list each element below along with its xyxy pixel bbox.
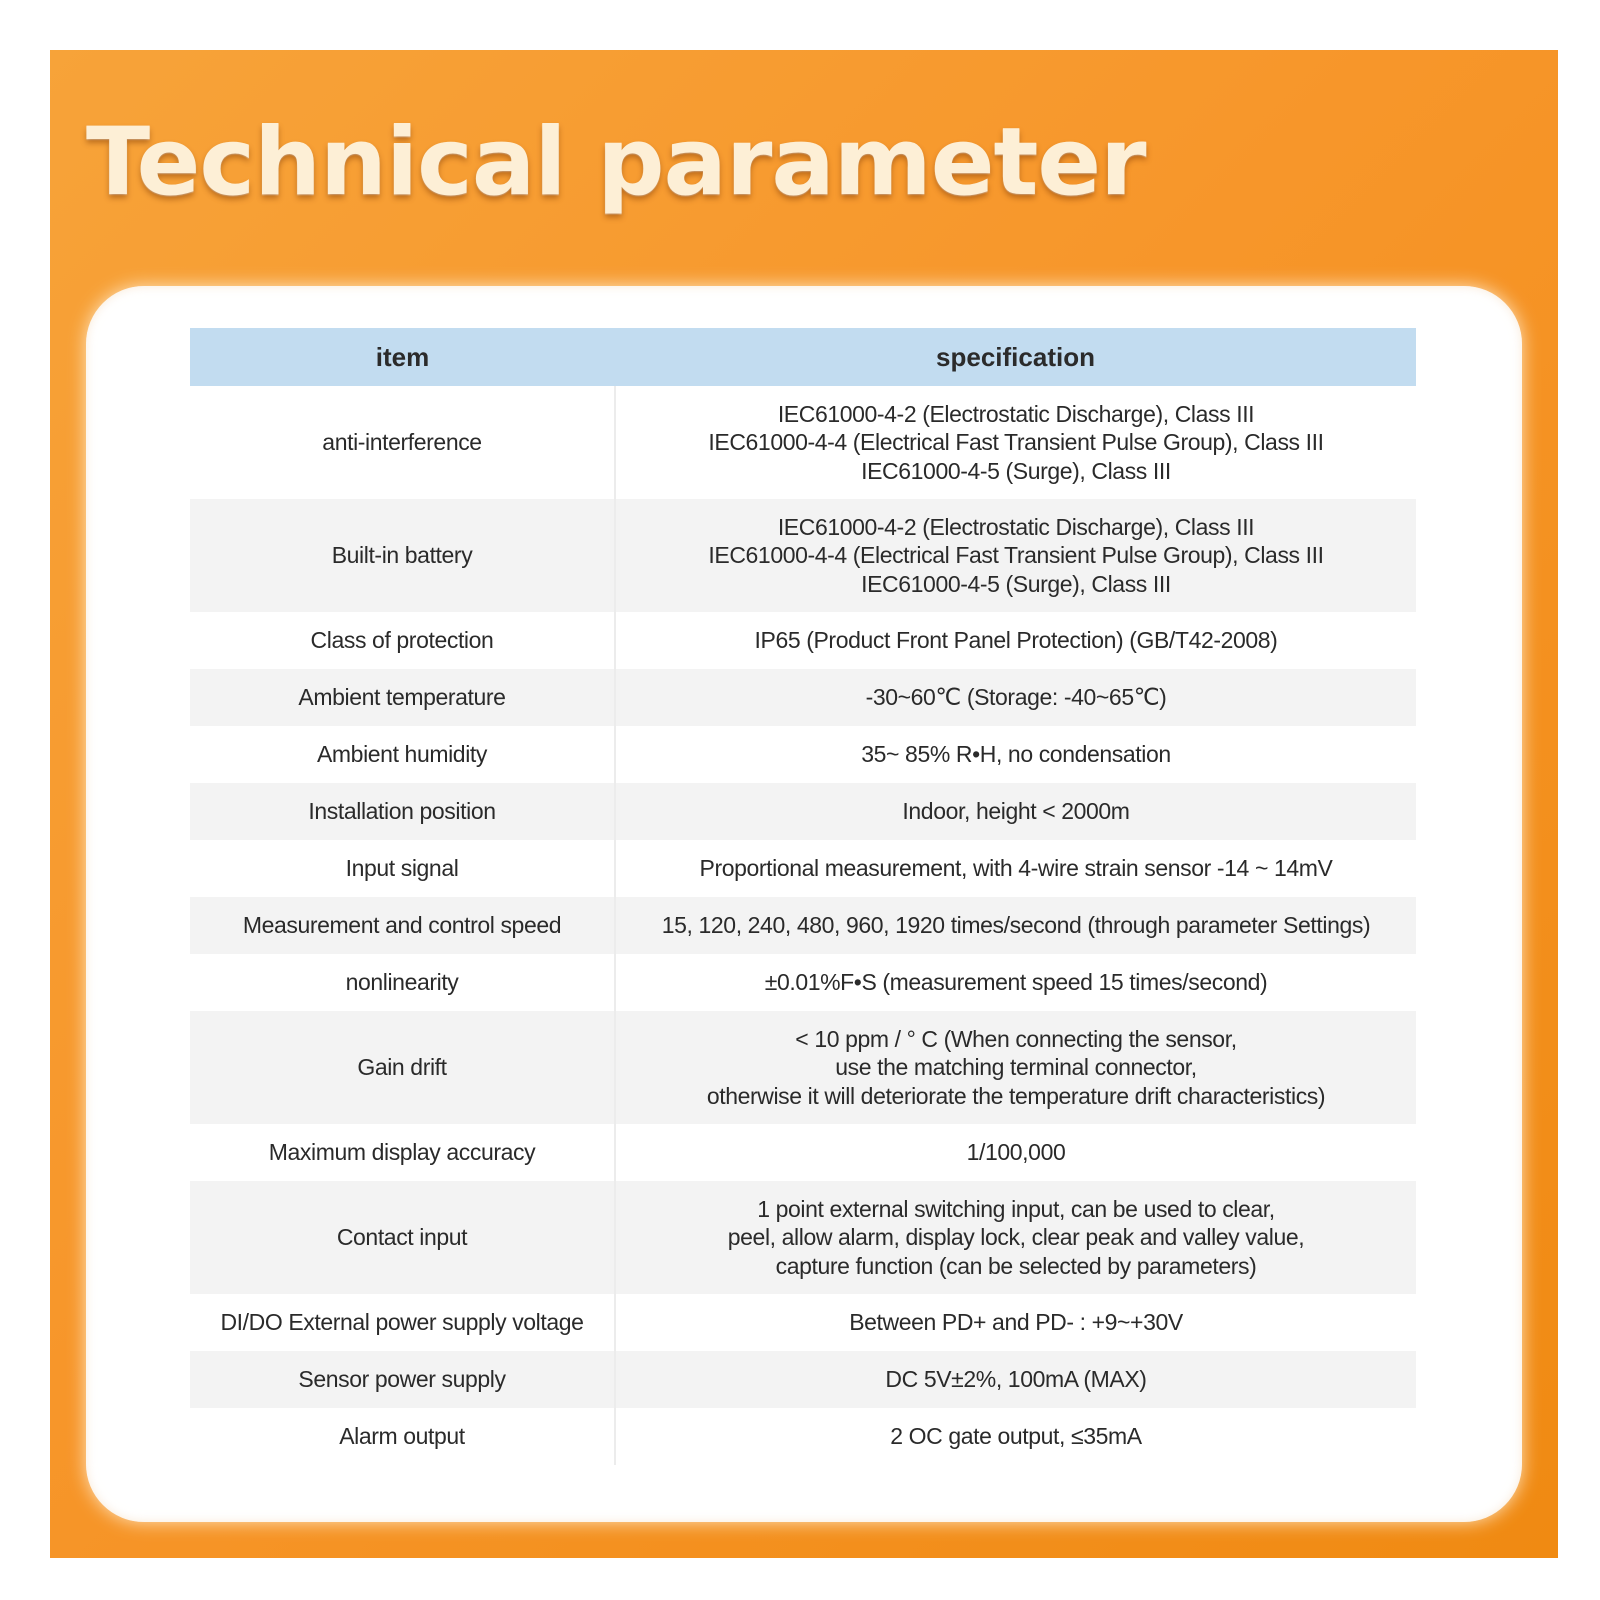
specification-line: Proportional measurement, with 4-wire strain sensor -14 ~ 14mV xyxy=(699,855,1333,882)
table-row xyxy=(190,1011,1416,1124)
item-cell: DI/DO External power supply voltage xyxy=(190,1294,615,1351)
item-cell: Contact input xyxy=(190,1181,615,1294)
item-cell: Gain drift xyxy=(190,1011,615,1124)
specification-line: ±0.01%F•S (measurement speed 15 times/second) xyxy=(764,969,1268,996)
item-cell: Ambient temperature xyxy=(190,669,615,726)
specification-cell xyxy=(615,726,1416,783)
specification-line: peel, allow alarm, display lock, clear peak and valley value, xyxy=(727,1224,1305,1251)
header-item: item xyxy=(190,328,615,386)
specification-line: -30~60℃ (Storage: -40~65℃) xyxy=(865,684,1167,711)
item-cell: Built-in battery xyxy=(190,499,615,612)
table-row xyxy=(190,897,1416,954)
item-cell: anti-interference xyxy=(190,386,615,499)
specification-cell xyxy=(615,386,1416,499)
specification-cell xyxy=(615,1181,1416,1294)
specification-line: IEC61000-4-4 (Electrical Fast Transient Pulse Group), Class III xyxy=(708,542,1324,569)
specification-line: DC 5V±2%, 100mA (MAX) xyxy=(885,1366,1147,1393)
specification-cell xyxy=(615,954,1416,1011)
spec-panel xyxy=(86,286,1522,1522)
specification-line: IEC61000-4-5 (Surge), Class III xyxy=(861,570,1171,597)
specification-cell xyxy=(615,1294,1416,1351)
specification-cell xyxy=(615,1408,1416,1465)
table-row xyxy=(190,726,1416,783)
table-row xyxy=(190,1408,1416,1465)
specification-line: IEC61000-4-5 (Surge), Class III xyxy=(861,457,1171,484)
specification-line: capture function (can be selected by parameters) xyxy=(775,1252,1257,1279)
table-row xyxy=(190,1294,1416,1351)
specification-line: 35~ 85% R•H, no condensation xyxy=(861,741,1171,768)
specification-cell xyxy=(615,1124,1416,1181)
table-row xyxy=(190,669,1416,726)
table-row xyxy=(190,612,1416,669)
specification-line: otherwise it will deteriorate the temperature drift characteristics) xyxy=(706,1082,1326,1109)
table-row xyxy=(190,386,1416,499)
specification-cell xyxy=(615,499,1416,612)
specification-cell xyxy=(615,612,1416,669)
item-cell: Input signal xyxy=(190,840,615,897)
table-body xyxy=(190,386,1416,1465)
item-cell: Class of protection xyxy=(190,612,615,669)
specification-line: use the matching terminal connector, xyxy=(835,1054,1197,1081)
item-cell: Installation position xyxy=(190,783,615,840)
page-title: Technical parameter xyxy=(86,108,1146,217)
specification-line: 1 point external switching input, can be used to clear, xyxy=(757,1195,1275,1222)
table-row xyxy=(190,499,1416,612)
item-cell: nonlinearity xyxy=(190,954,615,1011)
specification-line: 1/100,000 xyxy=(966,1139,1066,1166)
specification-cell xyxy=(615,840,1416,897)
specification-line: IEC61000-4-4 (Electrical Fast Transient Pulse Group), Class III xyxy=(708,429,1324,456)
specification-line: < 10 ppm / ° C (When connecting the sensor, xyxy=(795,1025,1237,1052)
item-cell: Maximum display accuracy xyxy=(190,1124,615,1181)
table-row xyxy=(190,840,1416,897)
specification-cell xyxy=(615,1351,1416,1408)
table-row xyxy=(190,783,1416,840)
specification-cell xyxy=(615,1011,1416,1124)
spec-table xyxy=(190,328,1416,1465)
specification-cell xyxy=(615,783,1416,840)
header-specification: specification xyxy=(615,328,1416,386)
item-cell: Sensor power supply xyxy=(190,1351,615,1408)
table-row xyxy=(190,954,1416,1011)
item-cell: Ambient humidity xyxy=(190,726,615,783)
specification-line: 15, 120, 240, 480, 960, 1920 times/second (through parameter Settings) xyxy=(661,912,1371,939)
orange-frame xyxy=(50,50,1558,1558)
specification-cell xyxy=(615,897,1416,954)
specification-line: IEC61000-4-2 (Electrostatic Discharge), Class III xyxy=(777,400,1255,427)
specification-line: IEC61000-4-2 (Electrostatic Discharge), Class III xyxy=(777,513,1255,540)
table-row xyxy=(190,1124,1416,1181)
specification-line: Between PD+ and PD- : +9~+30V xyxy=(849,1309,1183,1336)
table-row xyxy=(190,1351,1416,1408)
item-cell: Alarm output xyxy=(190,1408,615,1465)
item-cell: Measurement and control speed xyxy=(190,897,615,954)
specification-line: Indoor, height < 2000m xyxy=(902,798,1130,825)
specification-cell xyxy=(615,669,1416,726)
specification-line: IP65 (Product Front Panel Protection) (GB/T42-2008) xyxy=(754,627,1278,654)
table-header-row xyxy=(190,328,1416,386)
table-row xyxy=(190,1181,1416,1294)
specification-line: 2 OC gate output, ≤35mA xyxy=(890,1423,1142,1450)
